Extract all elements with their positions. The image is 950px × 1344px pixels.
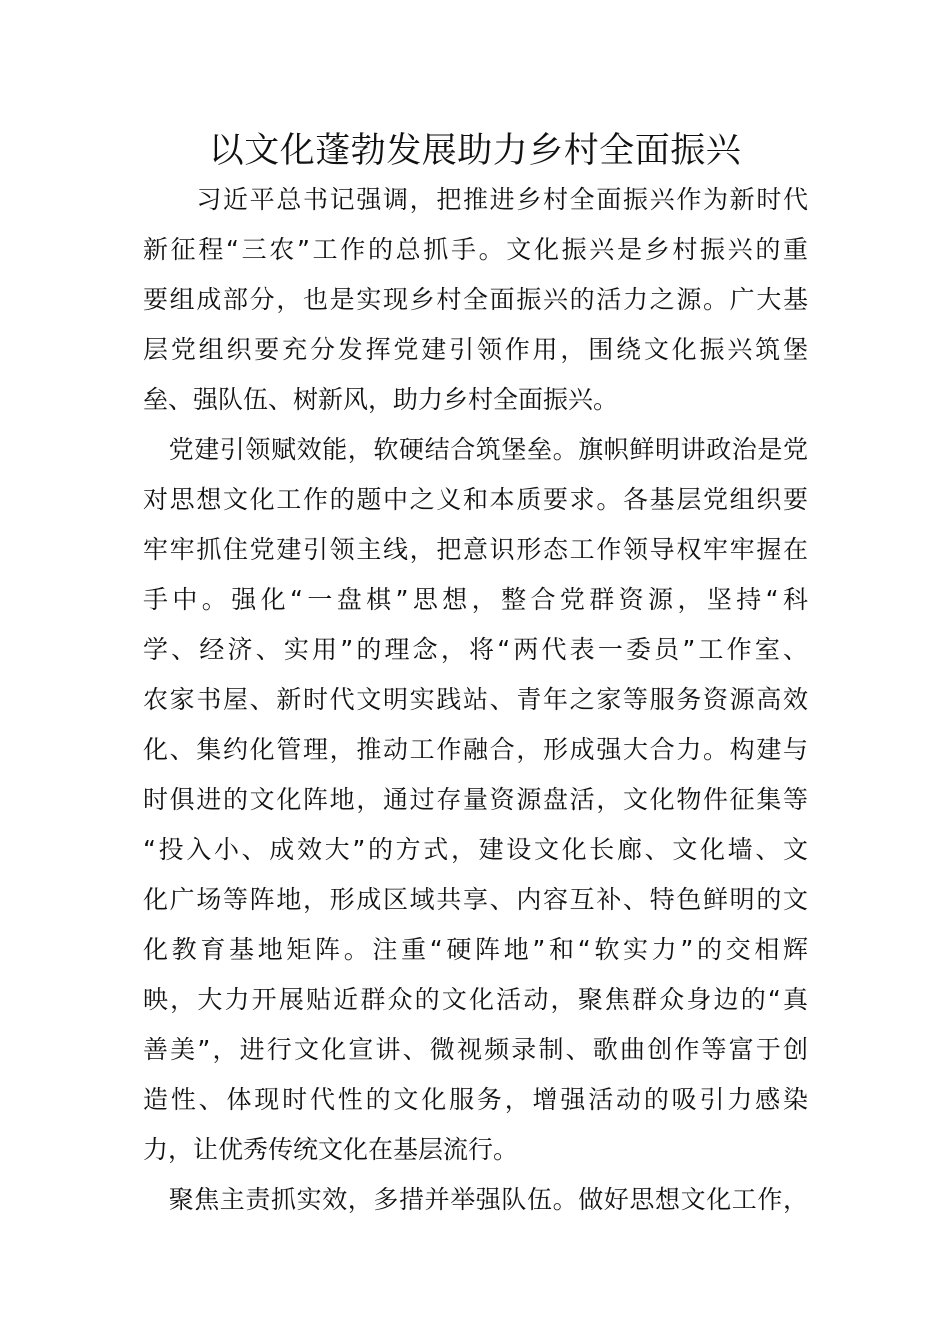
- paragraph-2-line-1: 党建引领赋效能，软硬结合筑堡垒。旗帜鲜明讲政治是党: [143, 435, 808, 464]
- paragraph-2-line-14: 造性、体现时代性的文化服务，增强活动的吸引力感染: [143, 1085, 808, 1114]
- paragraph-3-line-1: 聚焦主责抓实效，多措并举强队伍。做好思想文化工作，: [143, 1185, 808, 1214]
- paragraph-2-line-13: 善美”，进行文化宣讲、微视频录制、歌曲创作等富于创: [143, 1035, 808, 1064]
- paragraph-2-line-4: 手中。强化“一盘棋”思想，整合党群资源，坚持“科: [143, 585, 808, 614]
- paragraph-2-line-10: 化广场等阵地，形成区域共享、内容互补、特色鲜明的文: [143, 885, 808, 914]
- paragraph-1-line-5: 垒、强队伍、树新风，助力乡村全面振兴。: [143, 385, 619, 414]
- paragraph-1-line-3: 要组成部分，也是实现乡村全面振兴的活力之源。广大基: [143, 285, 808, 314]
- paragraph-2-line-5: 学、经济、实用”的理念，将“两代表一委员”工作室、: [143, 635, 808, 664]
- paragraph-2-line-15: 力，让优秀传统文化在基层流行。: [143, 1135, 519, 1164]
- paragraph-2-line-6: 农家书屋、新时代文明实践站、青年之家等服务资源高效: [143, 685, 808, 714]
- paragraph-1-line-2: 新征程“三农”工作的总抓手。文化振兴是乡村振兴的重: [143, 235, 808, 264]
- paragraph-2-line-12: 映，大力开展贴近群众的文化活动，聚焦群众身边的“真: [143, 985, 808, 1014]
- paragraph-2-line-7: 化、集约化管理，推动工作融合，形成强大合力。构建与: [143, 735, 808, 764]
- paragraph-2-line-11: 化教育基地矩阵。注重“硬阵地”和“软实力”的交相辉: [143, 935, 808, 964]
- document-title: 以文化蓬勃发展助力乡村全面振兴: [208, 131, 742, 171]
- paragraph-2-line-2: 对思想文化工作的题中之义和本质要求。各基层党组织要: [143, 485, 808, 514]
- paragraph-1-line-1: 习近平总书记强调，把推进乡村全面振兴作为新时代: [143, 185, 808, 214]
- paragraph-1-line-4: 层党组织要充分发挥党建引领作用，围绕文化振兴筑堡: [143, 335, 808, 364]
- paragraph-2-line-8: 时俱进的文化阵地，通过存量资源盘活，文化物件征集等: [143, 785, 808, 814]
- paragraph-2-line-9: “投入小、成效大”的方式，建设文化长廊、文化墙、文: [143, 835, 808, 864]
- paragraph-2-line-3: 牢牢抓住党建引领主线，把意识形态工作领导权牢牢握在: [143, 535, 808, 564]
